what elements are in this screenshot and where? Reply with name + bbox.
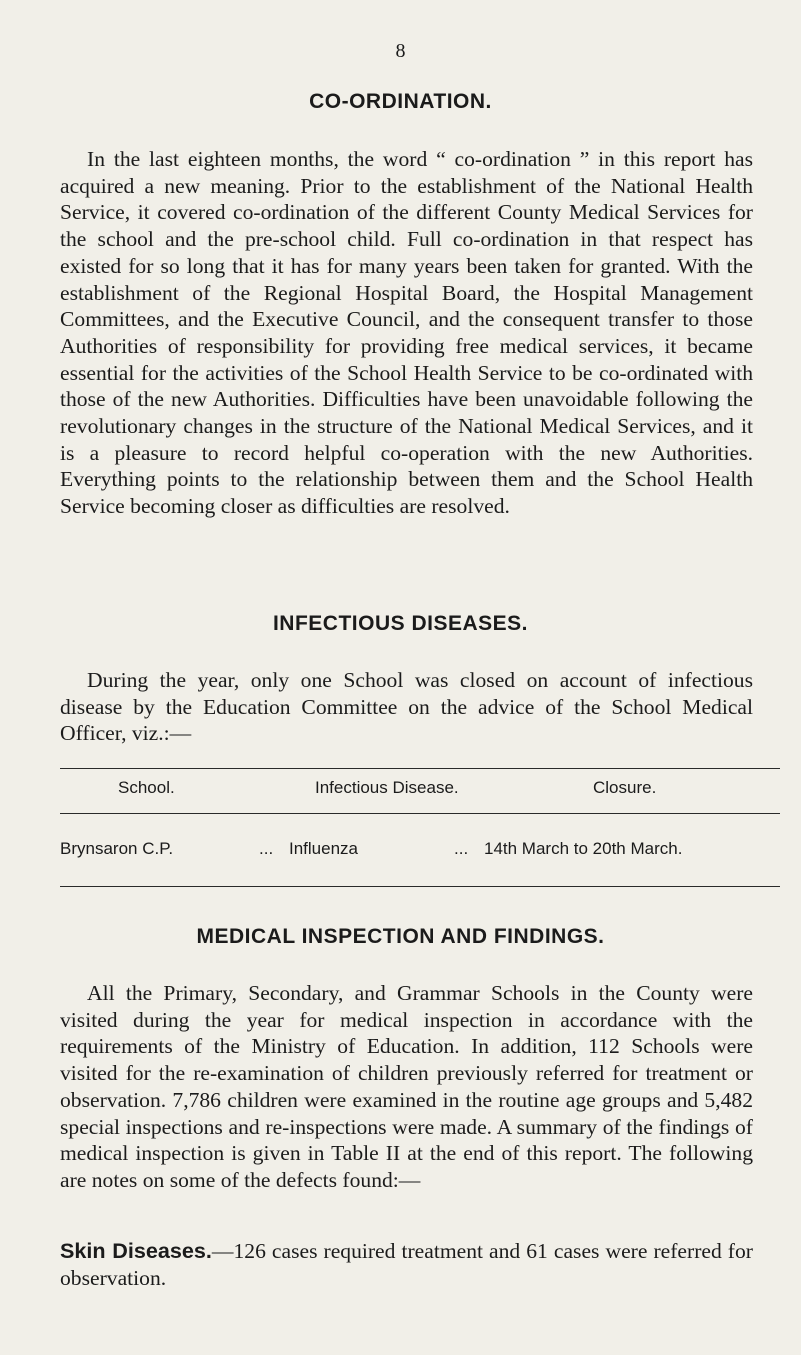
table-header-school: School. — [118, 778, 175, 797]
table-cell-leader: ... — [259, 839, 274, 858]
skin-diseases-text: —126 cases required treatment and 61 cases were referred for observation. — [60, 1239, 753, 1290]
infectious-paragraph — [60, 667, 753, 747]
medical-heading: MEDICAL INSPECTION AND FINDINGS. — [196, 925, 605, 948]
table-bottom-rule — [60, 886, 780, 887]
infectious-text: During the year, only one School was closed on account of infectious disease by the Education Committee on the advice of the School Medical Officer, viz.:— — [60, 668, 753, 746]
skin-diseases-lead: Skin Diseases. — [60, 1238, 212, 1263]
table-header-closure: Closure. — [593, 778, 657, 797]
infectious-heading: INFECTIOUS DISEASES. — [272, 612, 529, 635]
coordination-paragraph — [60, 146, 753, 520]
table-top-rule — [60, 768, 780, 769]
medical-paragraph — [60, 980, 753, 1194]
table-cell-closure: 14th March to 20th March. — [484, 839, 683, 858]
table-cell-school: Brynsaron C.P. — [60, 839, 174, 858]
table-cell-disease: Influenza — [289, 839, 358, 858]
page-number: 8 — [395, 40, 406, 62]
table-header-disease: Infectious Disease. — [315, 778, 459, 797]
coordination-heading: CO-ORDINATION. — [309, 90, 492, 113]
medical-text: All the Primary, Secondary, and Grammar Schools in the County were visited during the year for medical inspection in accordance with the requirements of the Ministry of Education. In addition, 112 Schools were visited for the re-examination of children previously referred for treatment or observation. 7,786 children were examined in the routine age groups and 5,482 special inspections and re-inspections were made. A summary of the findings of medical inspection is given in Table II at the end of this report. The following are notes on some of the defects found:— — [60, 981, 753, 1192]
coordination-text: In the last eighteen months, the word “ co-ordination ” in this report has acquired a new meaning. Prior to the establishment of the National Health Service, it covered co-ordination of the different County Medical Services for the school and the pre-school child. Full co-ordination in that respect has existed for so long that it has for many years been taken for granted. With the establishment of the Regional Hospital Board, the Hospital Management Committees, and the Executive Council, and the consequent transfer to those Authorities of responsibility for providing free medical services, it became essential for the activities of the School Health Service to be co-ordinated with those of the new Authorities. Difficulties have been unavoidable following the revolutionary changes in the structure of the National Medical Services, and it is a pleasure to record helpful co-operation with the new Authorities. Everything points to the relationship between them and the School Health Service becoming closer as difficulties are resolved. — [60, 147, 753, 519]
table-cell-leader: ... — [454, 839, 469, 858]
table-header-rule — [60, 813, 780, 814]
skin-diseases-paragraph — [60, 1238, 753, 1291]
